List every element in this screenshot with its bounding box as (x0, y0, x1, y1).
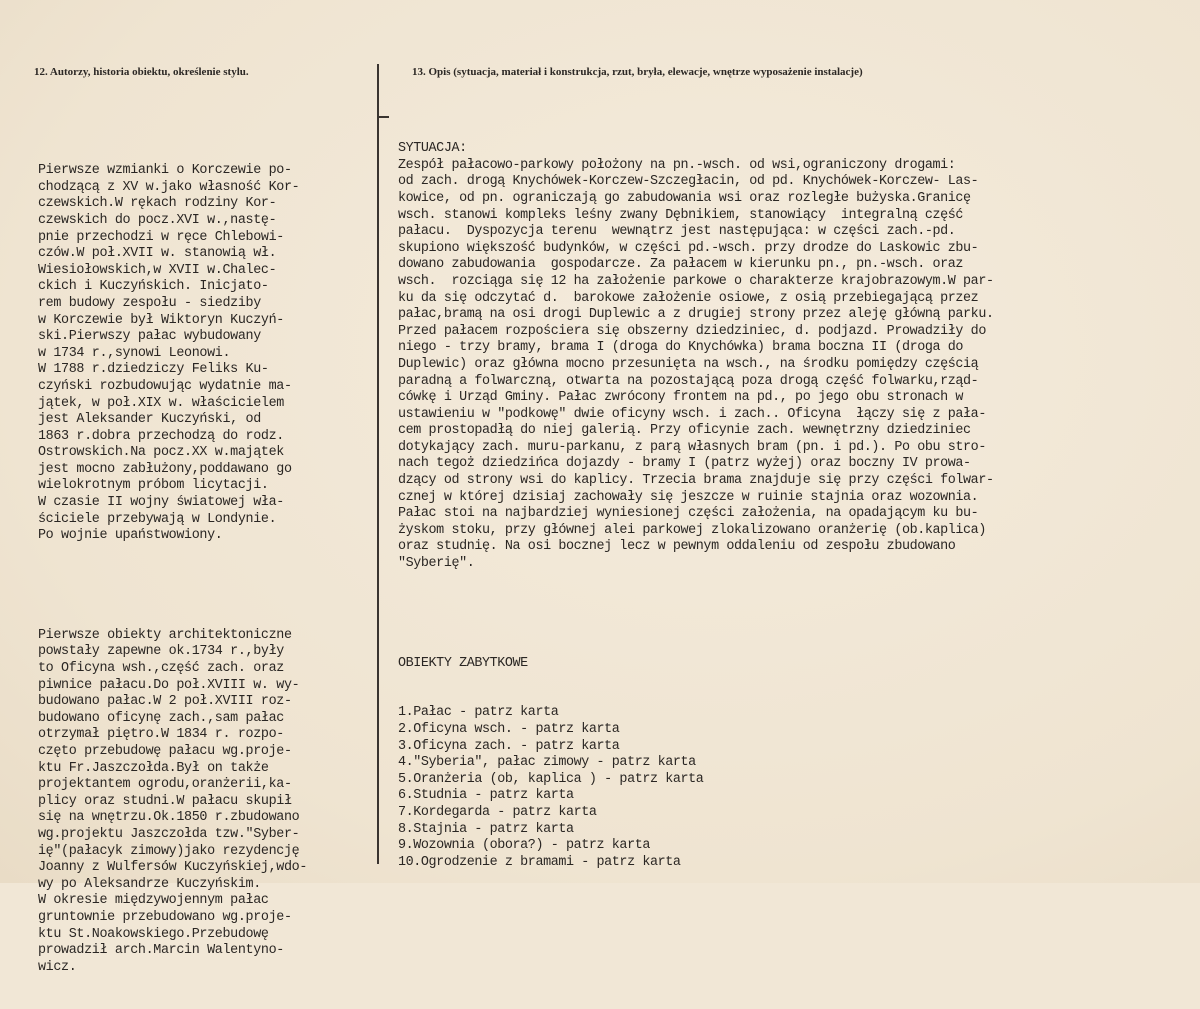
monument-item: 2.Oficyna wsch. - patrz karta (398, 721, 620, 737)
history-line: wielokrotnym próbom licytacji. (38, 478, 269, 494)
monument-item: 4."Syberia", pałac zimowy - patrz karta (398, 755, 696, 771)
situation-line: nach tegoż dziedzińca dojazdy - bramy I (patrz wyżej) oraz boczny IV prowa- (398, 456, 971, 472)
section-13-heading: 13. Opis (sytuacja, materiał i konstrukcja, rzut, bryła, elewacje, wnętrze wyposażenie instalacje) (412, 66, 863, 78)
description-column (398, 108, 1188, 905)
history-line: piwnice pałacu.Do poł.XVIII w. wy- (38, 677, 300, 693)
situation-line: "Syberię". (398, 556, 475, 572)
history-line: W 1788 r.dziedziczy Feliks Ku- (38, 362, 269, 378)
history-line: W okresie międzywojennym pałac (38, 893, 269, 909)
history-paragraph-2 (38, 628, 374, 976)
history-line: czów.W poł.XVII w. stanowią wł. (38, 246, 277, 262)
history-line: wg.projektu Jaszczołda tzw."Syber- (38, 826, 300, 842)
history-line: jest mocno zabłużony,poddawano go (38, 461, 292, 477)
history-line: Pierwsze obiekty architektoniczne (38, 627, 292, 643)
monument-item: 9.Wozownia (obora?) - patrz karta (398, 838, 650, 854)
situation-line: Duplewic) oraz główna mocno przesunięta na wsch., na środku pomiędzy częścią (398, 356, 979, 372)
history-line: jest Aleksander Kuczyński, od (38, 412, 261, 428)
situation-line: cem prostopadłą do niej galerią. Przy oficynie zach. wewnętrzny dziedziniec (398, 423, 971, 439)
history-line: czyński rozbudowując wydatnie ma- (38, 378, 292, 394)
history-line: jątek, w poł.XIX w. właścicielem (38, 395, 284, 411)
situation-line: ustawieniu w "podkowę" dwie oficyny wsch. i zach.. Oficyna łączy się z pała- (398, 406, 986, 422)
history-line: wicz. (38, 959, 77, 975)
monument-item: 3.Oficyna zach. - patrz karta (398, 738, 620, 754)
history-line: ktu St.Noakowskiego.Przebudowę (38, 926, 269, 942)
divider-tick (377, 116, 389, 118)
situation-line: paradną a folwarczną, otwarta na pozostającą poza drogą część folwarku,rząd- (398, 373, 979, 389)
history-line: wy po Aleksandrze Kuczyńskim. (38, 876, 261, 892)
history-line: częto przebudowę pałacu wg.proje- (38, 743, 292, 759)
history-line: gruntownie przebudowano wg.proje- (38, 909, 292, 925)
situation-line: dowano zabudowania gospodarcze. Za pałacem w kierunku pn., pn.-wsch. oraz (398, 257, 964, 273)
history-line: Joanny z Wulfersów Kuczyńskiej,wdo- (38, 860, 307, 876)
situation-line: Zespół pałacowo-parkowy położony na pn.-wsch. od wsi,ograniczony drogami: (398, 157, 956, 173)
situation-line: ku da się odczytać d. barokowe założenie osiowe, z osią przebiegającą przez (398, 290, 979, 306)
history-line: ściciele przebywają w Londynie. (38, 511, 277, 527)
history-line: w 1734 r.,synowi Leonowi. (38, 345, 231, 361)
monument-item: 6.Studnia - patrz karta (398, 788, 574, 804)
situation-line: Przed pałacem rozpościera się obszerny dziedziniec, d. podjazd. Prowadziły do (398, 323, 986, 339)
situation-line: oraz studnię. Na osi bocznej lecz w pewnym oddaleniu od zespołu zbudowano (398, 539, 956, 555)
monument-item: 1.Pałac - patrz karta (398, 705, 559, 721)
situation-section (398, 141, 1188, 572)
history-line: w Korczewie był Wiktoryn Kuczyń- (38, 312, 284, 328)
history-line: Wiesiołowskich,w XVII w.Chalec- (38, 262, 277, 278)
history-line: budowano pałac.W 2 poł.XVIII roz- (38, 694, 292, 710)
history-line: chodzącą z XV w.jako własność Kor- (38, 179, 300, 195)
history-line: Po wojnie upaństwowiony. (38, 528, 223, 544)
situation-line: skupiono większość budynków, w części pd.-wsch. przy drodze do Laskowic zbu- (398, 240, 979, 256)
history-line: ski.Pierwszy pałac wybudowany (38, 329, 261, 345)
history-line: 1863 r.dobra przechodzą do rodz. (38, 428, 284, 444)
history-line: plicy oraz studni.W pałacu skupił (38, 793, 292, 809)
history-line: czewskich do pocz.XVI w.,nastę- (38, 212, 277, 228)
history-line: prowadził arch.Marcin Walentyno- (38, 943, 284, 959)
situation-line: wsch. rozciąga się 12 ha założenie parkowe o charakterze krajobrazowym.W par- (398, 273, 994, 289)
monuments-list (398, 705, 1188, 871)
history-line: ię"(pałacyk zimowy)jako rezydencję (38, 843, 300, 859)
situation-line: dzący od strony wsi do kaplicy. Trzecia brama znajduje się przy części folwar- (398, 473, 994, 489)
history-line: to Oficyna wsh.,część zach. oraz (38, 661, 284, 676)
history-line: ktu Fr.Jaszczołda.Był on także (38, 760, 269, 776)
situation-line: SYTUACJA: (398, 141, 467, 157)
history-line: czewskich.W rękach rodziny Kor- (38, 196, 277, 212)
situation-line: pałacu. Dyspozycja terenu wewnątrz jest następująca: w części zach.-pd. (398, 224, 956, 240)
monuments-heading: OBIEKTY ZABYTKOWE (398, 655, 528, 671)
situation-line: wsch. stanowi kompleks leśny zwany Dębnikiem, stanowiący integralną część (398, 207, 964, 223)
history-line: projektantem ogrodu,oranżerii,ka- (38, 777, 292, 793)
history-line: otrzymał piętro.W 1834 r. rozpo- (38, 727, 284, 743)
situation-line: żyskom stoku, przy głównej alei parkowej zlokalizowano oranżerię (ob.kaplica) (398, 522, 986, 538)
history-paragraph-1 (38, 163, 374, 545)
history-line: powstały zapewne ok.1734 r.,były (38, 644, 284, 660)
monument-item: 8.Stajnia - patrz karta (398, 821, 574, 837)
situation-line: cznej w której dzisiaj zachowały się jeszcze w ruinie stajnia oraz wozownia. (398, 489, 979, 505)
monument-item: 5.Oranżeria (ob, kaplica ) - patrz karta (398, 771, 704, 787)
situation-line: cówkę i Urząd Gminy. Pałac zwrócony frontem na pd., po jego obu stronach w (398, 390, 964, 406)
situation-line: kowice, od pn. ograniczają go zabudowania wsi oraz rozległe bużyska.Granicę (398, 190, 971, 206)
history-line: pnie przechodzi w ręce Chlebowi- (38, 229, 284, 245)
history-line: rem budowy zespołu - siedziby (38, 295, 261, 311)
history-line: Pierwsze wzmianki o Korczewie po- (38, 163, 292, 179)
situation-line: Pałac stoi na najbardziej wyniesionej części założenia, na opadającym ku bu- (398, 506, 979, 522)
history-line: ckich i Kuczyńskich. Inicjato- (38, 279, 269, 295)
column-divider (377, 64, 379, 864)
history-line: Ostrowskich.Na pocz.XX w.majątek (38, 445, 284, 461)
situation-line: od zach. drogą Knychówek-Korczew-Szczegłacin, od pd. Knychówek-Korczew- Las- (398, 174, 979, 190)
situation-line: dotykający zach. muru-parkanu, z parą własnych bram (pn. i pd.). Po obu stro- (398, 439, 986, 455)
situation-line: niego - trzy bramy, brama I (droga do Knychówka) brama boczna II (droga do (398, 340, 964, 356)
monument-item: 10.Ogrodzenie z bramami - patrz karta (398, 854, 681, 870)
history-line: się na wnętrzu.Ok.1850 r.zbudowano (38, 810, 300, 826)
situation-line: pałac,bramą na osi drogi Duplewic a z drugiej strony przez aleję główną parku. (398, 307, 994, 323)
history-line: budowano oficynę zach.,sam pałac (38, 710, 284, 726)
monument-item: 7.Kordegarda - patrz karta (398, 804, 597, 820)
history-column (38, 130, 374, 1009)
history-line: W czasie II wojny światowej wła- (38, 495, 284, 511)
section-12-heading: 12. Autorzy, historia obiektu, określenie stylu. (34, 66, 249, 78)
